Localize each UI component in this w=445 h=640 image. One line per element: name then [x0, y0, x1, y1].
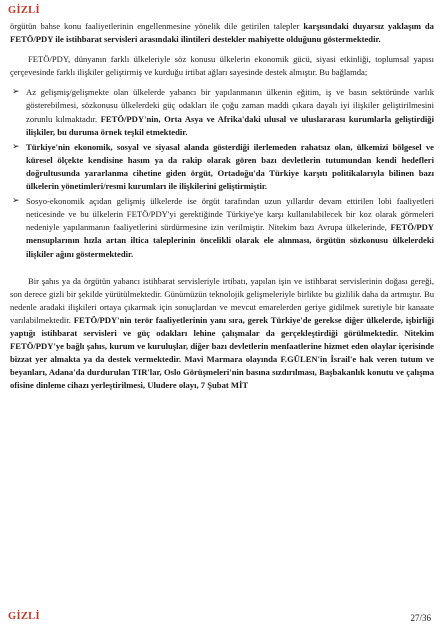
bullet-item-1 [12, 86, 434, 138]
paragraph-2-bold: FETÖ/PDY'nin terör faaliyetlerinin yanı sıra, gerek Türkiye'de gerekse diğer ülkelerde, işbirliği yaptığı istihbarat servisleri ve güç odakları lehine çalışmalar da gerçekleştirdiği görülmektedir. Nitekim FETÖ/PDY'ye bağlı şahıs, kurum ve kuruluşlar, diğer bazı devletlerin menfaatlerine hizmet eden olaylar içerisinde bizzat yer almakta ya da destek vermektedir. Mavi Marmara olayında F.GÜLEN'in İsrail'e hak veren tutum ve beyanları, Adana'da durdurulan TIR'lar, Oslo Görüşmeleri'nin basına sızdırılması, Başbakanlık konutu ve çalışma ofisine dinleme cihazı yerleştirilmesi, Uludere olayı, 7 Şubat MİT [10, 314, 434, 391]
arrow-bullet-icon: ➢ [12, 196, 20, 207]
bullet-item-2 [12, 141, 434, 193]
intro-fragment-bold: karşısındaki duyarsız yaklaşım da FETÖ/PDY ile istihbarat servisleri arasındaki ilintileri destekler mahiyette olduğunu göstermektedir. [10, 21, 434, 45]
paragraph-1: FETÖ/PDY, dünyanın farklı ülkeleriyle söz konusu ülkelerin ekonomik gücü, siyasi etkinliği, toplumsal yapısı çerçevesinde farklı ilişkiler geliştirmiş ve kurduğu irtibat ağları sayesinde destek almıştır. Bu bağlamda; [10, 54, 434, 78]
arrow-bullet-icon: ➢ [12, 141, 20, 152]
bullet-item-3 [12, 195, 434, 260]
document-body [10, 20, 434, 399]
classification-footer: GİZLİ [8, 611, 40, 622]
paragraph-2 [10, 275, 434, 393]
bullet-1-normal: Az gelişmiş/gelişmekte olan ülkelerde yabancı bir yapılanmanın ülkenin eğitim, iş ve basın sektöründe varlık gösterebilmesi, sözkonusu ülkelerdeki güç odakları ile çoğu zaman maddi çıkara dayalı iyi ilişkiler geliştirilmesini zorunlu kılmaktadır. [26, 87, 434, 124]
arrow-bullet-icon: ➢ [12, 87, 20, 98]
intro-fragment-normal: örgütün bahse konu faaliyetlerinin engellenmesine yönelik dile getirilen talepler [10, 21, 304, 31]
bullet-3-normal: Sosyo-ekonomik açıdan gelişmiş ülkelerde ise örgüt tarafından uzun yıllardır devam ettirilen lobi faaliyetleri neticesinde ve bu ülkelerin FETÖ/PDY'yi gerektiğinde Türkiye'ye karşı kullanılabilecek bir koz olarak görmeleri nedeniyle yapılanmanın faaliyetlerini sürdürmesine izin verilmiştir. Nitekim bazı Avrupa ülkelerinde, [26, 196, 434, 233]
intro-fragment [10, 20, 434, 46]
bullet-1-bold: FETÖ/PDY'nin, Orta Asya ve Afrika'daki ulusal ve uluslararası kurumlarla geliştirdiği ilişkiler, bu duruma örnek teşkil etmektedir. [26, 113, 434, 137]
classification-header: GİZLİ [8, 5, 40, 16]
bullet-3-bold: FETÖ/PDY mensuplarının hızla artan iltica taleplerinin öncelikli olarak ele alınması, örgütün sözkonusu ülkelerdeki ilişkiler ağını göstermektedir. [26, 222, 434, 259]
paragraph-2-normal: Bir şahıs ya da örgütün yabancı istihbarat servisleriyle irtibatı, yapılan işin ve istihbarat servislerinin doğası gereği, son derece gizli bir şekilde yürütülmektedir. Günümüzün teknolojik gelişmeleriyle birlikte bu gizlilik daha da artmıştır. Bu nedenle aradaki ilişkileri ortaya çıkarmak için sonuçlardan ve mevcut emarelerden geriye gidilmek suretiyle bir kanaate varılabilmektedir. [10, 275, 434, 325]
page-number: 27/36 [410, 613, 431, 623]
bullet-2-text: Türkiye'nin ekonomik, sosyal ve siyasal alanda gösterdiği ilerlemeden rahatsız olan, ülkemizi bölgesel ve küresel ölçekte kendisine hasım ya da rakip olarak gören bazı devletlerin tutumundan kendi hedefleri doğrultusunda yararlanma cihetine giden örgüt, Ortadoğu'da Türkiye karşıtı politikalarıyla bilinen bazı ülkelerin yönetimleri/resmi kurumları ile ilişkilerini geliştirmiştir. [26, 141, 434, 192]
bullet-list [10, 86, 434, 260]
